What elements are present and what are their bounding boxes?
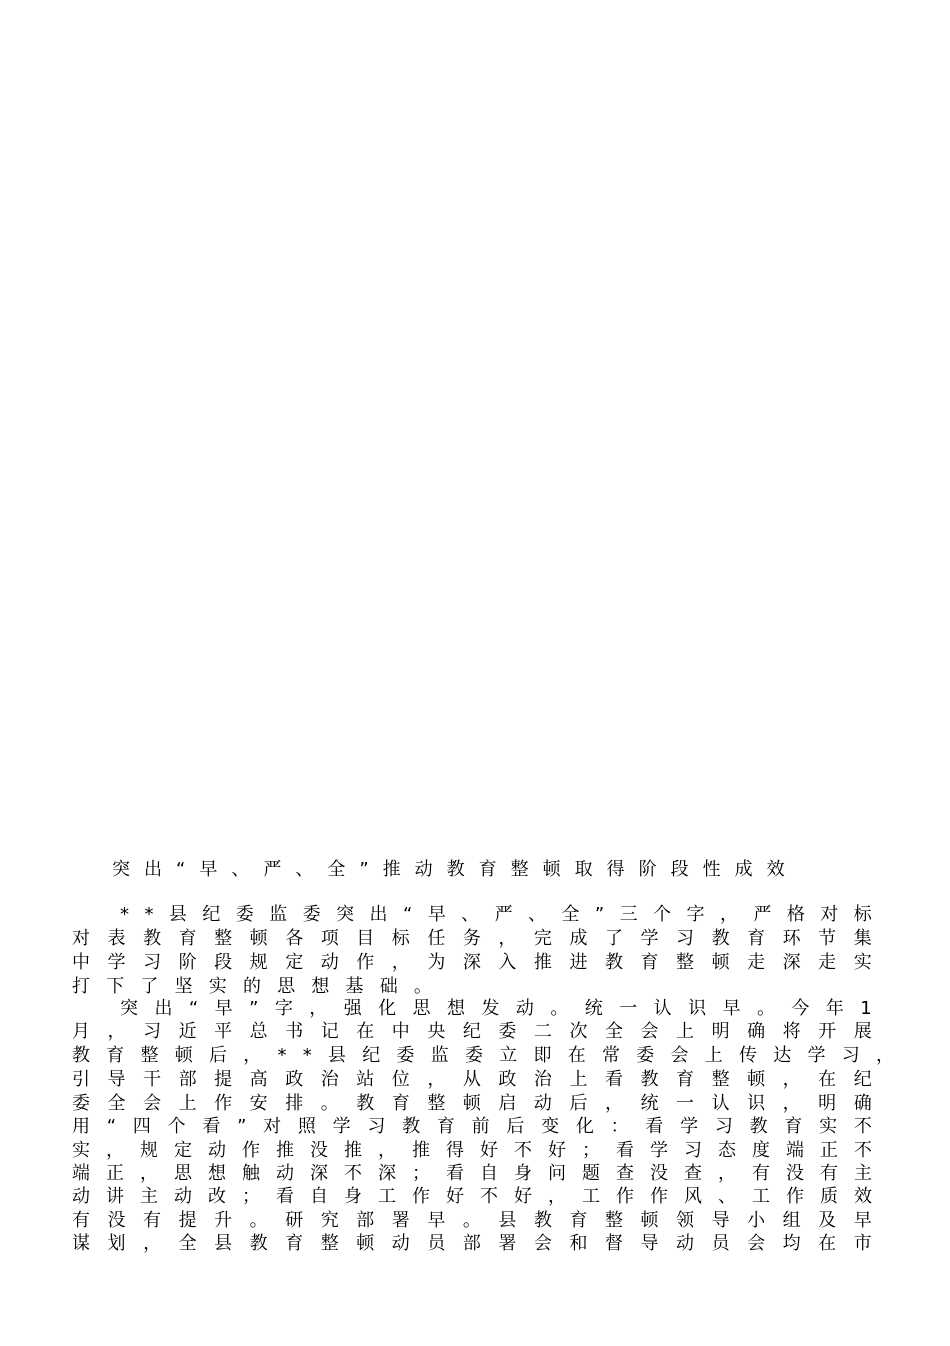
paragraph-line: 月 ， 习 近 平 总 书 记 在 中 央 纪 委 二 次 全 会 上 明 确 将 开 展	[72, 1021, 872, 1042]
paragraph-line: 实 ， 规 定 动 作 推 没 推 ， 推 得 好 不 好 ； 看 学 习 态 度 端 正 不	[72, 1140, 872, 1161]
paragraph-line: 对 表 教 育 整 顿 各 项 目 标 任 务 ， 完 成 了 学 习 教 育 环 节 集	[72, 928, 872, 949]
document-title: 突出“早、严、全”推动教育整顿取得阶段性成效	[112, 859, 799, 880]
paragraph-line: 用 “ 四 个 看 ” 对 照 学 习 教 育 前 后 变 化 ： 看 学 习 教 育 实 不	[72, 1116, 872, 1137]
paragraph-line: 教 育 整 顿 后 ， * * 县 纪 委 监 委 立 即 在 常 委 会 上 传 达 学 习 ，	[72, 1045, 894, 1066]
paragraph-line: 突 出 “ 早 ” 字 ， 强 化 思 想 发 动 。 统 一 认 识 早 。 今 年 1	[120, 998, 872, 1019]
paragraph-line: 中 学 习 阶 段 规 定 动 作 ， 为 深 入 推 进 教 育 整 顿 走 深 走 实	[72, 952, 872, 973]
paragraph-line: 动 讲 主 动 改 ； 看 自 身 工 作 好 不 好 ， 工 作 作 风 、 工 作 质 效	[72, 1186, 872, 1207]
paragraph-line: 谋 划 ， 全 县 教 育 整 顿 动 员 部 署 会 和 督 导 动 员 会 均 在 市	[72, 1233, 872, 1254]
paragraph-line: 引 导 干 部 提 高 政 治 站 位 ， 从 政 治 上 看 教 育 整 顿 ， 在 纪	[72, 1069, 872, 1090]
paragraph-line: 端 正 ， 思 想 触 动 深 不 深 ； 看 自 身 问 题 查 没 查 ， 有 没 有 主	[72, 1163, 872, 1184]
paragraph-line: 打 下 了 坚 实 的 思 想 基 础 。	[72, 976, 432, 997]
paragraph-line: 有 没 有 提 升 。 研 究 部 署 早 。 县 教 育 整 顿 领 导 小 组 及 早	[72, 1210, 872, 1231]
paragraph-line: * * 县 纪 委 监 委 突 出 “ 早 、 严 、 全 ” 三 个 字 ， 严 格 对 标	[120, 904, 872, 925]
paragraph-line: 委 全 会 上 作 安 排 。 教 育 整 顿 启 动 后 ， 统 一 认 识 ， 明 确	[72, 1093, 872, 1114]
